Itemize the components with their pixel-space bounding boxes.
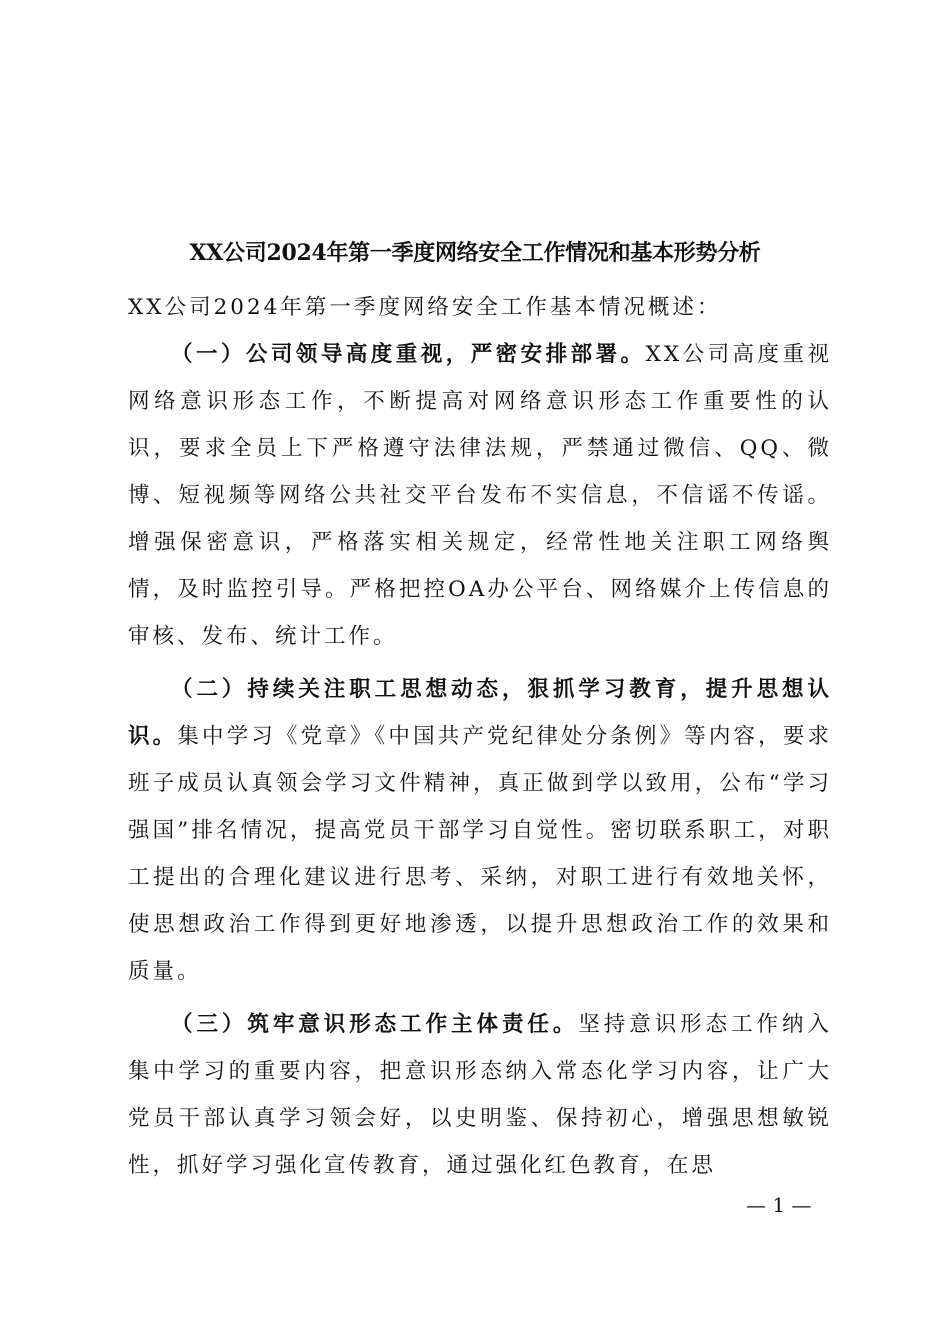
section-heading-3: （三）筑牢意识形态工作主体责任。 [171, 1012, 579, 1037]
section-paragraph-2 [128, 666, 832, 995]
section-text-2: 集中学习《党章》《中国共产党纪律处分条例》等内容，要求班子成员认真领会学习文件精神，真正做到学以致用，公布“学习强国”排名情况，提高党员干部学习自觉性。密切联系职工，对职工提出的合理化建议进行思考、采纳，对职工进行有效地关怀，使思想政治工作得到更好地渗透，以提升思想政治工作的效果和质量。 [128, 724, 832, 984]
page-number: — 1 — [746, 1193, 812, 1217]
section-text-1: XX公司高度重视网络意识形态工作，不断提高对网络意识形态工作重要性的认识，要求全员上下严格遵守法律法规，严禁通过微信、QQ、微博、短视频等网络公共社交平台发布不实信息，不信谣不传谣。增强保密意识，严格落实相关规定，经常性地关注职工网络舆情，及时监控引导。严格把控OA办公平台、网络媒介上传信息的审核、发布、统计工作。 [128, 342, 832, 649]
section-text-3: 坚持意识形态工作纳入集中学习的重要内容，把意识形态纳入常态化学习内容，让广大党员干部认真学习领会好，以史明鉴、保持初心，增强思想敏锐性，抓好学习强化宣传教育，通过强化红色教育，在思 [128, 1012, 832, 1178]
intro-paragraph: XX公司2024年第一季度网络安全工作基本情况概述： [128, 295, 722, 320]
section-heading-1: （一）公司领导高度重视，严密安排部署。 [171, 342, 646, 367]
section-paragraph-1 [128, 331, 832, 660]
document-body [128, 284, 832, 1189]
section-paragraph-3 [128, 1001, 832, 1189]
section-heading-2: （二）持续关注职工思想动态，狠抓学习教育，提升思想认识。 [128, 677, 832, 749]
document-title: XX公司2024年第一季度网络安全工作情况和基本形势分析 [189, 240, 761, 266]
